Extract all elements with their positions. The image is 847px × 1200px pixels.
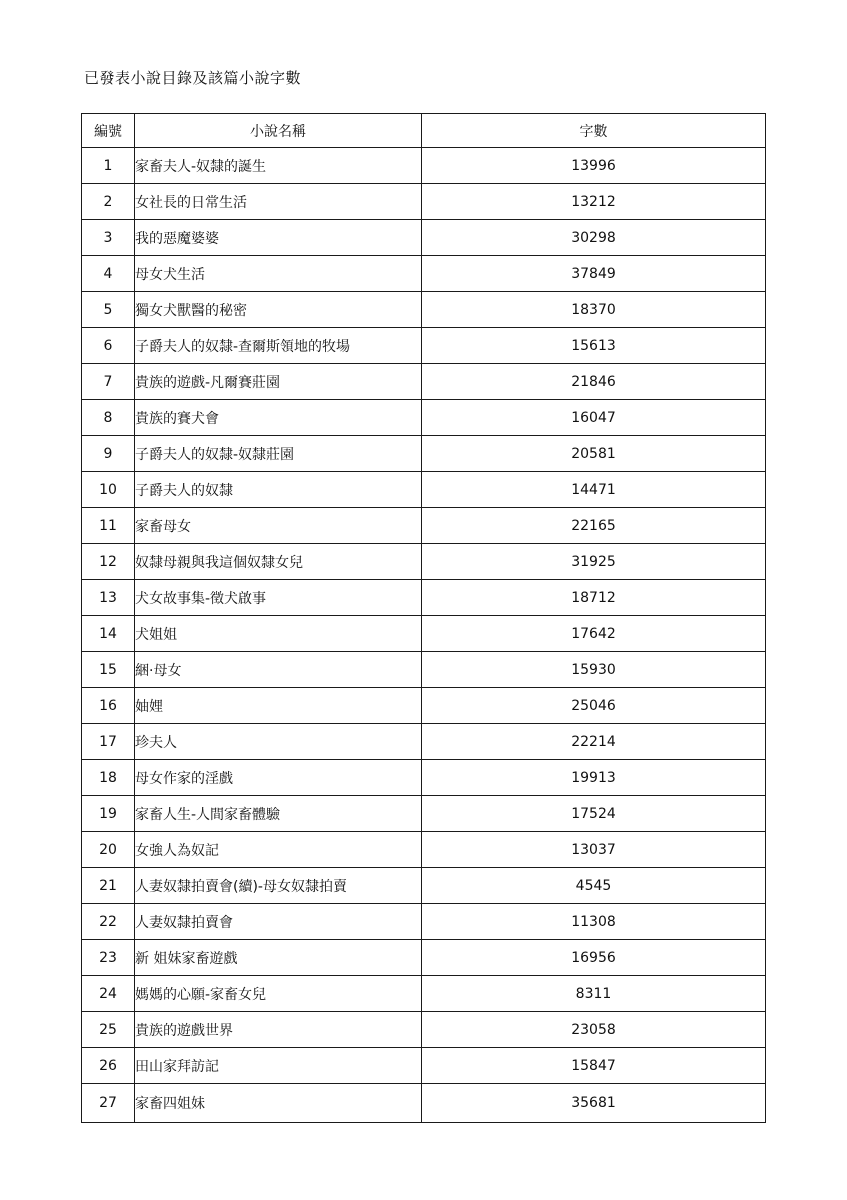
cell-word-count: 18712 [422, 580, 766, 616]
cell-word-count: 15930 [422, 652, 766, 688]
cell-novel-title: 貴族的遊戲-凡爾賽莊園 [135, 364, 422, 400]
cell-novel-title: 貴族的遊戲世界 [135, 1012, 422, 1048]
cell-number: 24 [82, 976, 135, 1012]
table-row [82, 508, 766, 544]
cell-novel-title: 妯娌 [135, 688, 422, 724]
cell-number: 3 [82, 220, 135, 256]
document-title: 已發表小說目錄及該篇小說字數 [84, 69, 302, 87]
cell-novel-title: 人妻奴隸拍賣會(續)-母女奴隸拍賣 [135, 868, 422, 904]
cell-number: 17 [82, 724, 135, 760]
table-row [82, 904, 766, 940]
table-row [82, 1084, 766, 1123]
cell-word-count: 15613 [422, 328, 766, 364]
table-row [82, 1012, 766, 1048]
column-header-title: 小說名稱 [135, 114, 422, 148]
cell-novel-title: 獨女犬獸醫的秘密 [135, 292, 422, 328]
cell-number: 25 [82, 1012, 135, 1048]
cell-number: 11 [82, 508, 135, 544]
table-row [82, 184, 766, 220]
cell-novel-title: 田山家拜訪記 [135, 1048, 422, 1084]
cell-word-count: 25046 [422, 688, 766, 724]
cell-number: 21 [82, 868, 135, 904]
table-row [82, 364, 766, 400]
cell-novel-title: 家畜母女 [135, 508, 422, 544]
cell-novel-title: 綑·母女 [135, 652, 422, 688]
cell-number: 7 [82, 364, 135, 400]
cell-word-count: 19913 [422, 760, 766, 796]
cell-novel-title: 我的惡魔婆婆 [135, 220, 422, 256]
cell-word-count: 22165 [422, 508, 766, 544]
table-row [82, 688, 766, 724]
cell-novel-title: 子爵夫人的奴隸-查爾斯領地的牧場 [135, 328, 422, 364]
cell-number: 20 [82, 832, 135, 868]
cell-word-count: 35681 [422, 1084, 766, 1123]
cell-word-count: 4545 [422, 868, 766, 904]
cell-word-count: 37849 [422, 256, 766, 292]
cell-number: 22 [82, 904, 135, 940]
cell-word-count: 20581 [422, 436, 766, 472]
cell-novel-title: 奴隸母親與我這個奴隸女兒 [135, 544, 422, 580]
cell-word-count: 18370 [422, 292, 766, 328]
cell-number: 1 [82, 148, 135, 184]
cell-word-count: 11308 [422, 904, 766, 940]
table-header-row [82, 114, 766, 148]
cell-number: 16 [82, 688, 135, 724]
cell-word-count: 16047 [422, 400, 766, 436]
table-row [82, 220, 766, 256]
table-row [82, 544, 766, 580]
cell-number: 12 [82, 544, 135, 580]
cell-word-count: 13996 [422, 148, 766, 184]
cell-novel-title: 子爵夫人的奴隸-奴隸莊園 [135, 436, 422, 472]
cell-novel-title: 家畜四姐妹 [135, 1084, 422, 1123]
cell-novel-title: 犬女故事集-徵犬啟事 [135, 580, 422, 616]
table-row [82, 832, 766, 868]
table-row [82, 436, 766, 472]
table-row [82, 400, 766, 436]
cell-novel-title: 貴族的賽犬會 [135, 400, 422, 436]
table-row [82, 868, 766, 904]
table-row [82, 724, 766, 760]
cell-novel-title: 家畜人生-人間家畜體驗 [135, 796, 422, 832]
table-row [82, 256, 766, 292]
table-row [82, 940, 766, 976]
cell-number: 8 [82, 400, 135, 436]
cell-novel-title: 母女作家的淫戲 [135, 760, 422, 796]
cell-novel-title: 犬姐姐 [135, 616, 422, 652]
cell-number: 27 [82, 1084, 135, 1123]
cell-number: 5 [82, 292, 135, 328]
cell-novel-title: 人妻奴隸拍賣會 [135, 904, 422, 940]
cell-novel-title: 女社長的日常生活 [135, 184, 422, 220]
table-row [82, 796, 766, 832]
cell-number: 2 [82, 184, 135, 220]
cell-number: 14 [82, 616, 135, 652]
table-row [82, 292, 766, 328]
table-row [82, 616, 766, 652]
cell-word-count: 17642 [422, 616, 766, 652]
column-header-number: 編號 [82, 114, 135, 148]
cell-novel-title: 女強人為奴記 [135, 832, 422, 868]
cell-word-count: 13037 [422, 832, 766, 868]
cell-word-count: 23058 [422, 1012, 766, 1048]
cell-novel-title: 新 姐妹家畜遊戲 [135, 940, 422, 976]
table-row [82, 652, 766, 688]
cell-word-count: 17524 [422, 796, 766, 832]
cell-number: 10 [82, 472, 135, 508]
cell-word-count: 21846 [422, 364, 766, 400]
cell-word-count: 15847 [422, 1048, 766, 1084]
novel-list-table [81, 113, 766, 1123]
cell-number: 26 [82, 1048, 135, 1084]
table-row [82, 976, 766, 1012]
cell-novel-title: 珍夫人 [135, 724, 422, 760]
cell-number: 15 [82, 652, 135, 688]
cell-word-count: 16956 [422, 940, 766, 976]
cell-number: 19 [82, 796, 135, 832]
cell-novel-title: 母女犬生活 [135, 256, 422, 292]
cell-number: 23 [82, 940, 135, 976]
table-row [82, 328, 766, 364]
column-header-word-count: 字數 [422, 114, 766, 148]
table-row [82, 472, 766, 508]
cell-novel-title: 家畜夫人-奴隸的誕生 [135, 148, 422, 184]
cell-number: 13 [82, 580, 135, 616]
cell-number: 4 [82, 256, 135, 292]
table-row [82, 148, 766, 184]
cell-word-count: 13212 [422, 184, 766, 220]
cell-number: 6 [82, 328, 135, 364]
cell-number: 9 [82, 436, 135, 472]
table-row [82, 580, 766, 616]
cell-word-count: 22214 [422, 724, 766, 760]
table-row [82, 1048, 766, 1084]
cell-word-count: 31925 [422, 544, 766, 580]
cell-word-count: 30298 [422, 220, 766, 256]
cell-novel-title: 媽媽的心願-家畜女兒 [135, 976, 422, 1012]
cell-novel-title: 子爵夫人的奴隸 [135, 472, 422, 508]
cell-number: 18 [82, 760, 135, 796]
table-row [82, 760, 766, 796]
cell-word-count: 14471 [422, 472, 766, 508]
cell-word-count: 8311 [422, 976, 766, 1012]
